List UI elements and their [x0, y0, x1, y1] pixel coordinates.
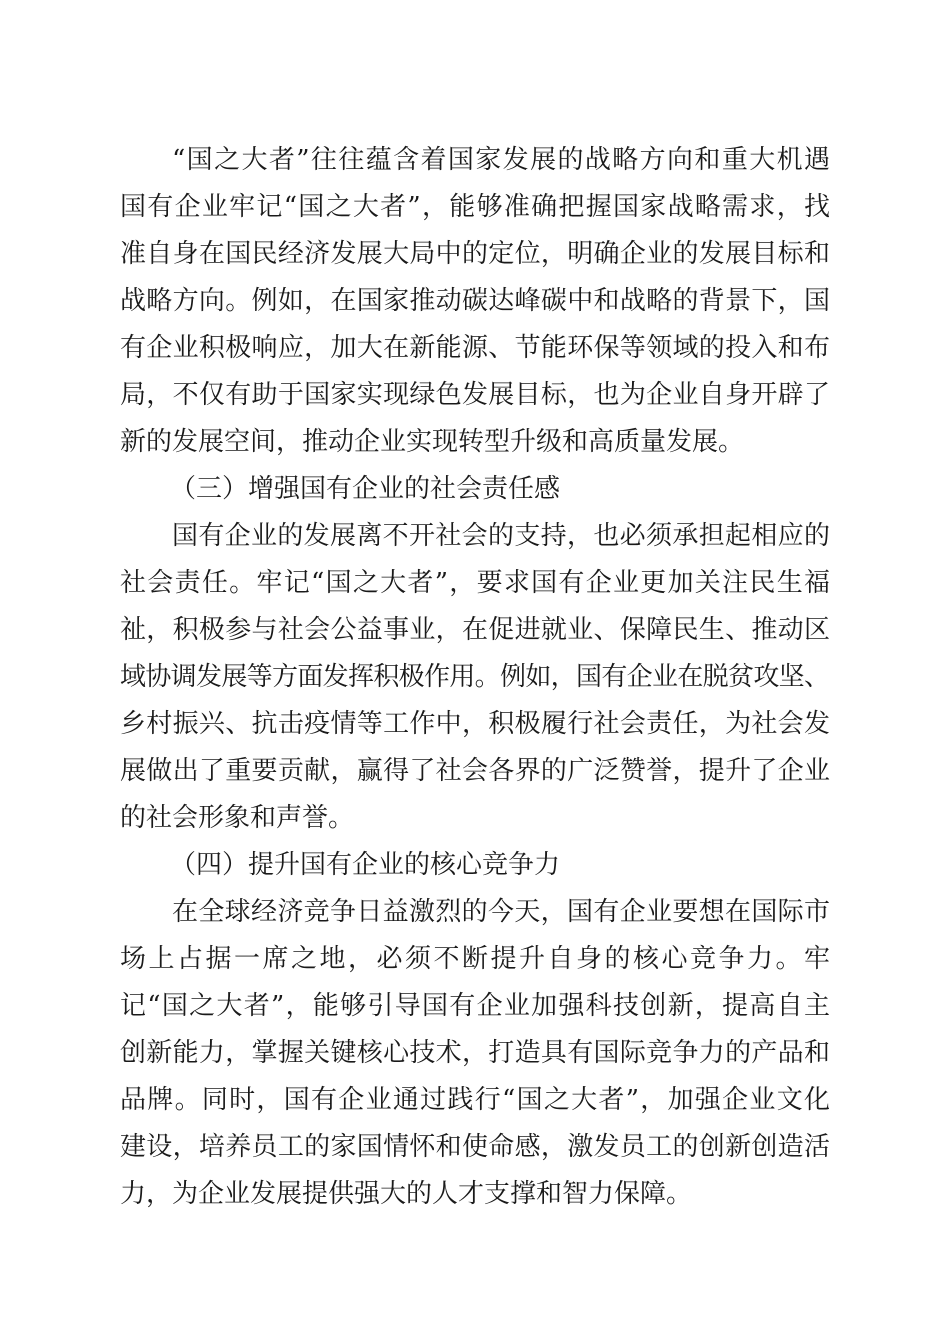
- text-line: 域协调发展等方面发挥积极作用。例如，国有企业在脱贫攻坚、: [120, 662, 830, 692]
- text-line: 的社会形象和声誉。: [120, 803, 355, 833]
- text-line: 乡村振兴、抗击疫情等工作中，积极履行社会责任，为社会发: [120, 709, 831, 739]
- text-line: 创新能力，掌握关键核心技术，打造具有国际竞争力的产品和: [120, 1038, 831, 1068]
- text-line: 新的发展空间，推动企业实现转型升级和高质量发展。: [120, 427, 745, 457]
- text-line: 力，为企业发展提供强大的人才支撑和智力保障。: [120, 1179, 693, 1209]
- text-line: 战略方向。例如，在国家推动碳达峰碳中和战略的背景下，国: [120, 286, 831, 316]
- text-line: 品牌。同时，国有企业通过践行“国之大者”，加强企业文化: [120, 1085, 832, 1115]
- paragraph-strategic-direction: [120, 137, 830, 466]
- section-heading-social-responsibility: （三）增强国有企业的社会责任感: [170, 474, 561, 504]
- text-line: 有企业积极响应，加大在新能源、节能环保等领域的投入和布: [120, 333, 831, 363]
- text-line: “国之大者”往往蕴含着国家发展的战略方向和重大机遇: [172, 145, 832, 175]
- text-line: 国有企业的发展离不开社会的支持，也必须承担起相应的: [172, 521, 831, 551]
- text-line: 记“国之大者”，能够引导国有企业加强科技创新，提高自主: [120, 991, 832, 1021]
- document-page: [120, 137, 833, 1218]
- paragraph-core-competitiveness: [120, 889, 833, 1218]
- text-line: 建设，培养员工的家国情怀和使命感，激发员工的创新创造活: [120, 1132, 831, 1162]
- text-line: 场上占据一席之地，必须不断提升自身的核心竞争力。牢: [120, 944, 833, 974]
- text-line: 展做出了重要贡献，赢得了社会各界的广泛赞誉，提升了企业: [120, 756, 831, 786]
- text-line: 社会责任。牢记“国之大者”，要求国有企业更加关注民生福: [120, 568, 832, 598]
- text-line: 国有企业牢记“国之大者”，能够准确把握国家战略需求，找: [120, 192, 832, 222]
- paragraph-social-responsibility: [120, 513, 830, 842]
- text-line: 祉，积极参与社会公益事业，在促进就业、保障民生、推动区: [120, 615, 831, 645]
- text-line: 在全球经济竞争日益激烈的今天，国有企业要想在国际市: [172, 897, 831, 927]
- section-heading-core-competitiveness: （四）提升国有企业的核心竞争力: [170, 850, 561, 880]
- text-line: 准自身在国民经济发展大局中的定位，明确企业的发展目标和: [120, 239, 831, 269]
- text-line: 局，不仅有助于国家实现绿色发展目标，也为企业自身开辟了: [120, 380, 831, 410]
